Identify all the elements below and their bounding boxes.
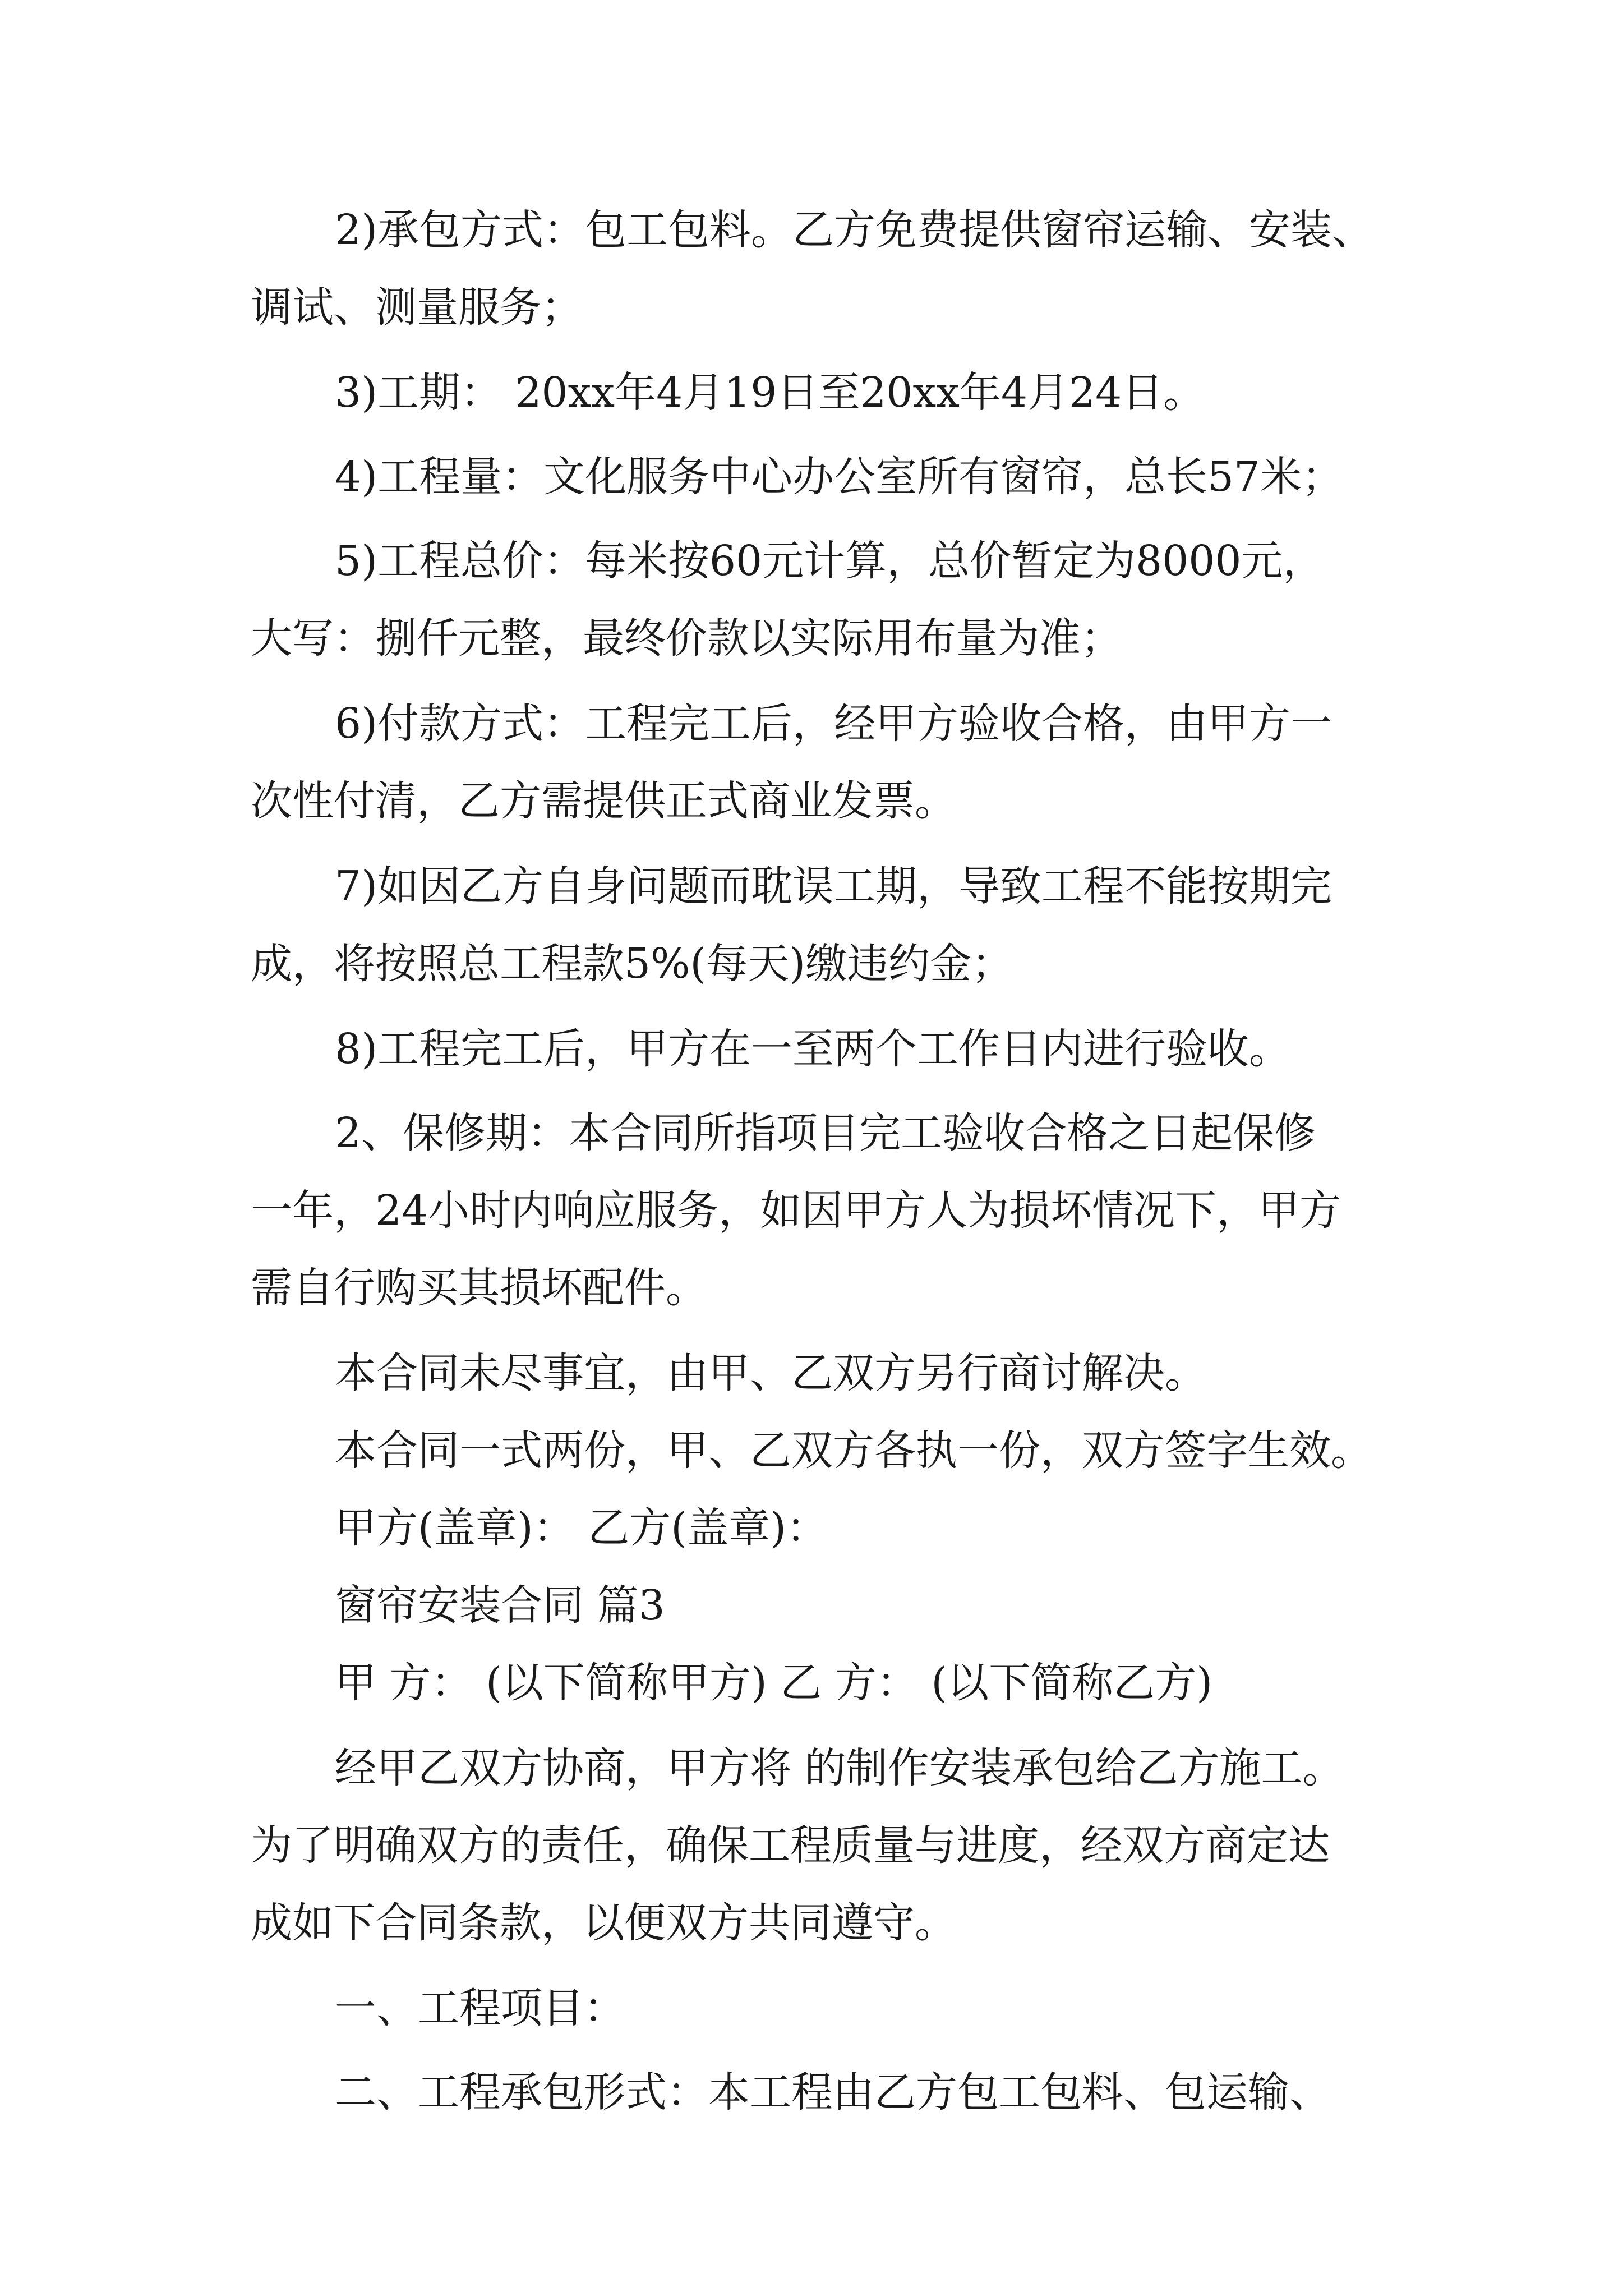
warranty-clause: 2、保修期：本合同所指项目完工验收合格之日起保修 xyxy=(335,1109,1316,1157)
warranty-clause-cont-1: 一年，24小时内响应服务，如因甲方人为损坏情况下，甲方 xyxy=(251,1186,1341,1235)
clause-6-payment-cont: 次性付清，乙方需提供正式商业发票。 xyxy=(251,777,956,825)
preamble-cont-1: 为了明确双方的责任，确保工程质量与进度，经双方商定达 xyxy=(251,1821,1330,1870)
clause-7-delay-penalty-cont: 成，将按照总工程款5%(每天)缴违约金； xyxy=(251,940,1013,988)
clause-3-schedule: 3)工期： 20xx年4月19日至20xx年4月24日。 xyxy=(335,369,1205,417)
clause-2-contracting-method: 2)承包方式：包工包料。乙方免费提供窗帘运输、安装、 xyxy=(335,206,1373,254)
preamble-cont-2: 成如下合同条款，以便双方共同遵守。 xyxy=(251,1899,956,1947)
signature-line: 甲方(盖章)： 乙方(盖章)： xyxy=(335,1504,828,1552)
clause-4-quantity: 4)工程量：文化服务中心办公室所有窗帘，总长57米； xyxy=(335,453,1344,501)
clause-2-contracting-method-cont: 调试、测量服务； xyxy=(251,283,583,332)
item-2-contract-form: 二、工程承包形式：本工程由乙方包工包料、包运输、 xyxy=(335,2068,1331,2116)
clause-8-acceptance: 8)工程完工后，甲方在一至两个工作日内进行验收。 xyxy=(335,1025,1290,1073)
unsettled-matters: 本合同未尽事宜，由甲、乙双方另行商讨解决。 xyxy=(335,1349,1206,1397)
clause-5-total-price: 5)工程总价：每米按60元计算，总价暂定为8000元， xyxy=(335,537,1325,585)
clause-6-payment: 6)付款方式：工程完工后，经甲方验收合格，由甲方一 xyxy=(335,700,1332,748)
section-heading: 窗帘安装合同 篇3 xyxy=(335,1581,665,1630)
clause-7-delay-penalty: 7)如因乙方自身问题而耽误工期，导致工程不能按期完 xyxy=(335,862,1332,910)
parties-line: 甲 方： (以下简称甲方) 乙 方： (以下简称乙方) xyxy=(335,1659,1213,1707)
clause-5-total-price-cont: 大写：捌仟元整，最终价款以实际用布量为准； xyxy=(251,614,1122,662)
warranty-clause-cont-2: 需自行购买其损坏配件。 xyxy=(251,1264,707,1312)
item-1-project: 一、工程项目： xyxy=(335,1984,625,2032)
preamble: 经甲乙双方协商，甲方将 的制作安装承包给乙方施工。 xyxy=(335,1744,1344,1792)
copies-clause: 本合同一式两份，甲、乙双方各执一份，双方签字生效。 xyxy=(335,1427,1372,1475)
